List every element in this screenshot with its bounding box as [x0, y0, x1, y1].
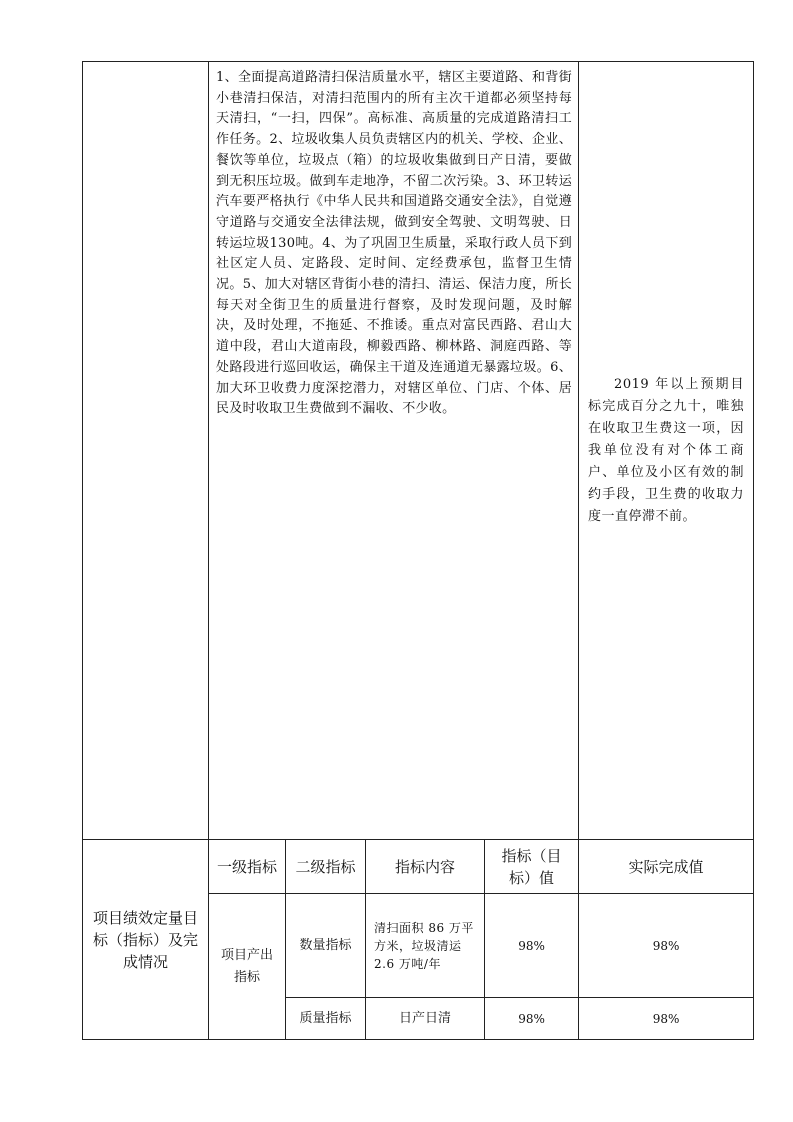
header-level2: 二级指标 — [295, 857, 356, 876]
row1-actual-cell — [579, 894, 754, 998]
row2-target-cell — [485, 998, 579, 1040]
row1-content: 清扫面积 86 万平方米，垃圾清运 2.6 万吨/年 — [374, 920, 474, 971]
description-row — [83, 62, 754, 840]
row2-actual-cell — [579, 998, 754, 1040]
indicator-header-row — [83, 840, 754, 894]
header-level2-cell — [286, 840, 366, 894]
section-label: 项目绩效定量目标（指标）及完成情况 — [92, 908, 198, 971]
header-level1: 一级指标 — [216, 857, 277, 876]
remark-cell — [579, 62, 754, 840]
header-target-cell — [485, 840, 579, 894]
row2-content-cell — [366, 998, 485, 1040]
row2-target: 98% — [518, 1011, 545, 1026]
row1-actual: 98% — [652, 938, 680, 953]
level1-item-cell — [209, 894, 286, 1040]
header-actual: 实际完成值 — [628, 857, 704, 876]
remark-text: 2019 年以上预期目标完成百分之九十，唯独在收取卫生费这一项，因我单位没有对个体工商户、单位及小区有效的制约手段，卫生费的收取力度一直停滞不前。 — [588, 376, 745, 524]
empty-label-cell — [83, 62, 209, 840]
header-content: 指标内容 — [394, 857, 455, 876]
row1-target: 98% — [518, 938, 545, 953]
header-actual-cell — [579, 840, 754, 894]
row1-target-cell — [485, 894, 579, 998]
row2-level2-cell — [286, 998, 366, 1040]
row1-level2: 数量指标 — [299, 937, 352, 953]
work-description-text: 1、全面提高道路清扫保洁质量水平，辖区主要道路、和背街小巷清扫保洁，对清扫范围内的所有主次干道都必须坚持每天清扫，“一扫，四保”。高标准、高质量的完成道路清扫工作任务。2、垃圾收集人员负责辖区内的机关、学校、企业、餐饮等单位，垃圾点（箱）的垃圾收集做到日产日清，要做到无积压垃圾。做到车走地净，不留二次污染。3、环卫转运汽车要严格执行《中华人民共和国道路交通安全法》，自觉遵守道路与交通安全法律法规，做到安全驾驶、文明驾驶、日转运垃圾130吨。4、为了巩固卫生质量，采取行政人员下到社区定人员、定路段、定时间、定经费承包，监督卫生情况。5、加大对辖区背街小巷的清扫、清运、保洁力度，所长每天对全街卫生的质量进行督察，及时发现问题，及时解决，及时处理，不拖延、不推诿。重点对富民西路、君山大道中段，君山大道南段，柳毅西路、柳林路、洞庭西路、等处路段进行巡回收运，确保主干道及连通道无暴露垃圾。6、加大环卫收费力度深挖潜力，对辖区单位、门店、个体、居民及时收取卫生费做到不漏收、不少收。 — [216, 70, 573, 417]
row2-level2: 质量指标 — [299, 1010, 352, 1026]
level1-item: 项目产出指标 — [221, 947, 274, 985]
work-description-cell — [209, 62, 579, 840]
header-target: 指标（目标）值 — [501, 846, 562, 887]
row1-level2-cell — [286, 894, 366, 998]
performance-table — [82, 61, 754, 1040]
row2-actual: 98% — [652, 1011, 680, 1026]
header-content-cell — [366, 840, 485, 894]
row1-content-cell — [366, 894, 485, 998]
header-level1-cell — [209, 840, 286, 894]
section-label-cell — [83, 840, 209, 1040]
row2-content: 日产日清 — [398, 1010, 451, 1026]
